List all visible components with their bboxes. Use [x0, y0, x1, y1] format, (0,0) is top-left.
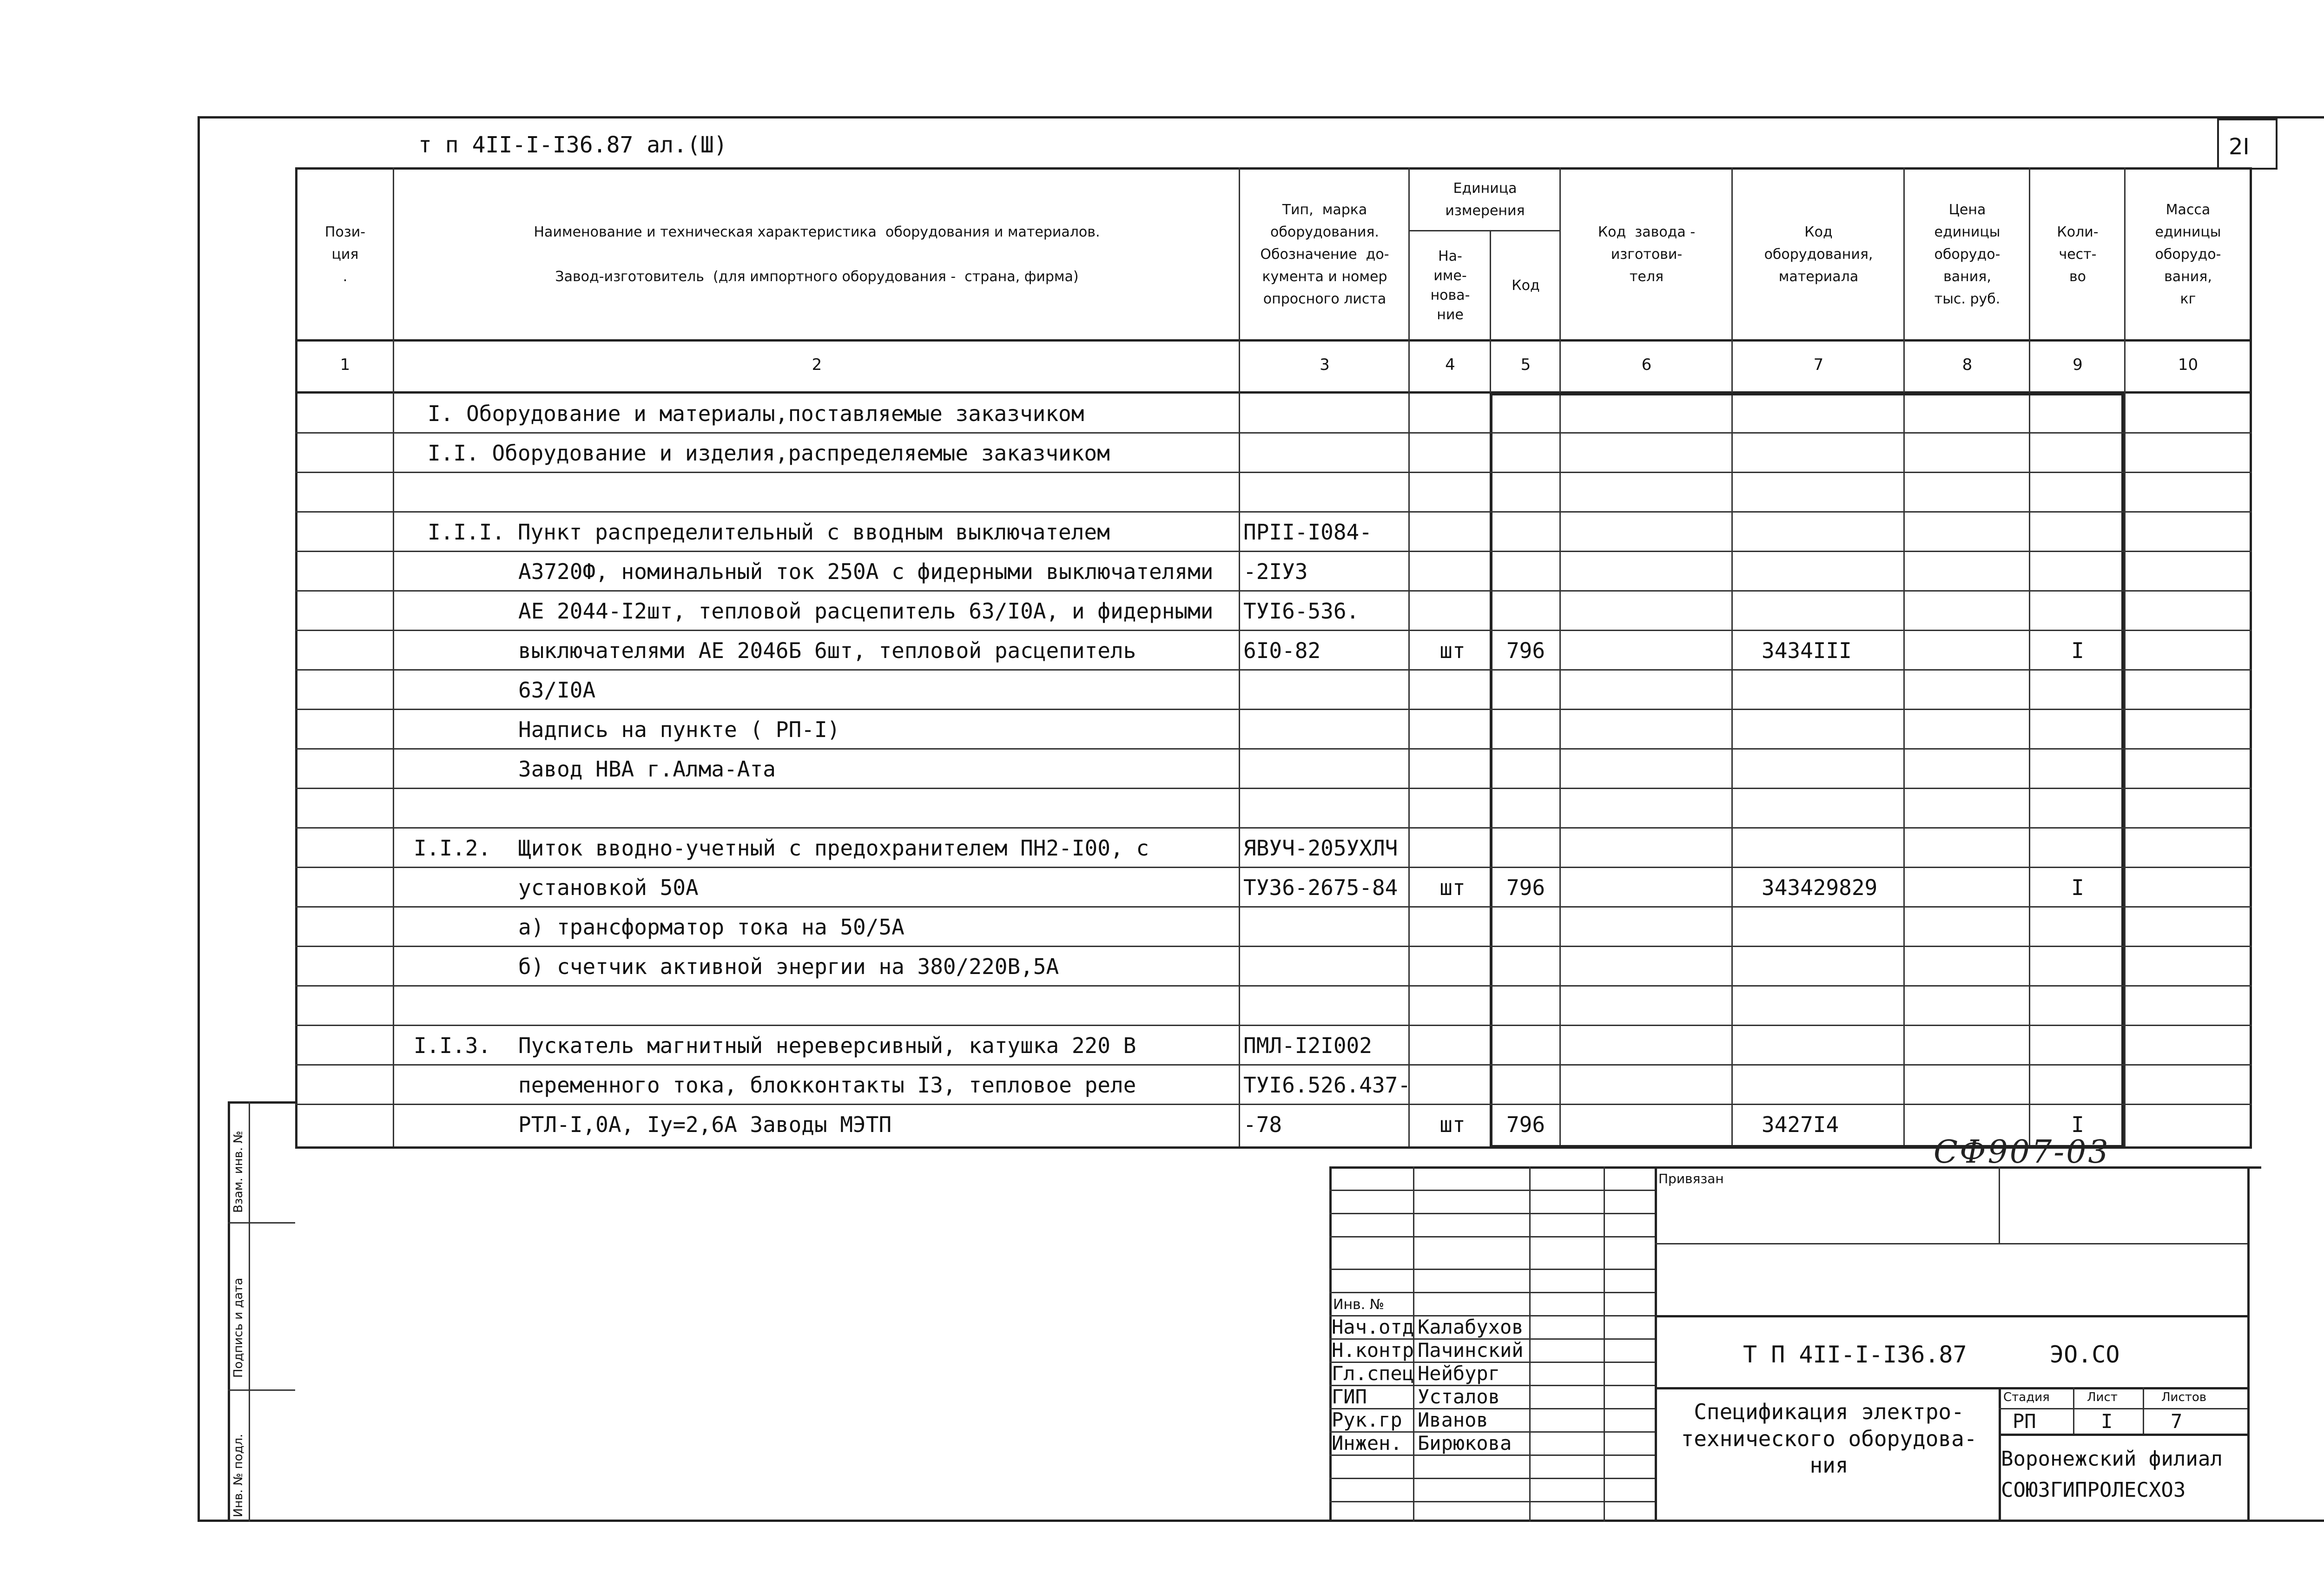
row-position: I.I.2.: [414, 836, 491, 861]
stamp-row-1: [1329, 1190, 1655, 1191]
table-row-line: [295, 1064, 2252, 1066]
unit-group-divider: [1408, 230, 1559, 231]
col-line-9: [2124, 167, 2126, 1148]
table-row-line: [295, 709, 2252, 710]
inner-bold-box: [1490, 393, 2124, 1148]
stage-label: Стадия: [2003, 1390, 2050, 1404]
handwritten-code: СФ907-03: [1934, 1134, 2110, 1171]
side-strip-divider-1: [228, 1222, 295, 1224]
col-number-4: 4: [1445, 355, 1455, 374]
col-number-3: 3: [1320, 355, 1330, 374]
col-line-10: [2250, 167, 2252, 1148]
row-type: ПРII-I084-: [1243, 520, 1372, 545]
row-equipment-code: 3427I4: [1762, 1112, 1839, 1137]
row-name: Надпись на пункте ( РП-I): [518, 717, 840, 742]
stamp-stage-col-1: [2073, 1387, 2074, 1434]
table-row-line: [295, 946, 2252, 947]
table-row-line: [295, 985, 2252, 987]
col-header-unit-group: Единица измерения: [1445, 180, 1525, 219]
table-row-line: [295, 1104, 2252, 1105]
col-line-2: [1239, 167, 1240, 1148]
stamp-right-border: [2247, 1166, 2250, 1522]
side-strip-inner-border: [228, 1101, 230, 1522]
sheets-label: Листов: [2161, 1390, 2207, 1404]
stamp-row-13: [1329, 1478, 1655, 1479]
table-row-line: [295, 748, 2252, 750]
table-row-line: [295, 432, 2252, 434]
staff-name: Усталов: [1418, 1385, 1500, 1408]
sheet-number: 2I: [2229, 134, 2250, 160]
staff-role: ГИП: [1332, 1385, 1367, 1408]
col-header-9: Коли- чест- во: [2057, 224, 2099, 285]
stamp-row-4: [1329, 1269, 1655, 1270]
row-type: ПМЛ-I2I002: [1243, 1033, 1372, 1058]
row-name: Пускатель магнитный нереверсивный, катушка 220 В: [518, 1033, 1136, 1058]
stamp-stage-label-row: [1999, 1408, 2247, 1409]
row-name: Щиток вводно-учетный с предохранителем ПН2-I00, с: [518, 836, 1149, 861]
staff-name: Пачинский: [1418, 1339, 1524, 1362]
staff-role: Нач.отд: [1332, 1316, 1414, 1338]
row-name: РТЛ-I,0А, Iу=2,6А Заводы МЭТП: [518, 1112, 892, 1137]
col-header-8: Цена единицы оборудо- вания, тыс. руб.: [1934, 201, 2000, 307]
side-inv-podl: Инв. № подл.: [231, 1434, 245, 1517]
col-number-5: 5: [1520, 355, 1531, 374]
col-number-1: 1: [340, 355, 350, 374]
stamp-mid-border: [1655, 1166, 1657, 1522]
stamp-col-c: [1604, 1166, 1605, 1522]
staff-name: Бирюкова: [1418, 1432, 1512, 1454]
privyazan-label: Привязан: [1658, 1171, 1724, 1186]
row-name: выключателями АЕ 2046Б 6шт, тепловой расцепитель: [518, 638, 1136, 663]
row-name: а) трансформатор тока на 50/5А: [518, 915, 905, 940]
row-quantity: I: [2071, 1112, 2084, 1137]
sheet-code: ЭО.СО: [2050, 1341, 2120, 1368]
row-name: переменного тока, блокконтакты I3, тепловое реле: [518, 1073, 1136, 1098]
stamp-right-row-3: [1655, 1387, 2247, 1389]
col-line-1: [393, 167, 394, 1148]
header-divider: [295, 339, 2252, 342]
staff-name: Иванов: [1418, 1408, 1488, 1431]
stamp-stage-col-2: [2143, 1387, 2144, 1434]
col-header-10: Масса единицы оборудо- вания, кг: [2155, 201, 2221, 307]
sheet-label: Лист: [2087, 1390, 2118, 1404]
col-number-8: 8: [1962, 355, 1973, 374]
staff-role: Н.контр: [1332, 1339, 1414, 1362]
side-strip-col: [249, 1101, 250, 1522]
row-unit-code: 796: [1506, 875, 1545, 900]
col-header-1: Пози- ция .: [324, 224, 366, 285]
row-name: I. Оборудование и материалы,поставляемые заказчиком: [428, 401, 1084, 426]
col-number-2: 2: [812, 355, 822, 374]
row-type: 6I0-82: [1243, 638, 1321, 663]
col-header-3: Тип, марка оборудования. Обозначение до- кумента и номер опросного листа: [1260, 201, 1389, 307]
side-podpis-data: Подпись и дата: [231, 1277, 245, 1378]
row-unit: шт: [1439, 638, 1466, 663]
table-row-line: [295, 788, 2252, 789]
row-name: I.I. Оборудование и изделия,распределяемые заказчиком: [428, 441, 1110, 466]
row-name: установкой 50А: [518, 875, 699, 900]
stamp-row-3: [1329, 1236, 1655, 1237]
row-quantity: I: [2071, 875, 2084, 900]
inv-label: Инв. №: [1333, 1296, 1385, 1313]
row-type: ТУI6.526.437-: [1243, 1073, 1411, 1098]
table-row-line: [295, 551, 2252, 552]
row-name: Завод НВА г.Алма-Ата: [518, 757, 776, 782]
doc-code: Т П 4II-I-I36.87: [1743, 1341, 1967, 1368]
org-line-2: СОЮЗГИПРОЛЕСХОЗ: [2001, 1478, 2186, 1502]
side-strip-top: [228, 1101, 295, 1104]
row-type: ЯВУЧ-205УХЛЧ: [1243, 836, 1398, 861]
stamp-top-border: [1329, 1166, 2261, 1169]
col-number-6: 6: [1641, 355, 1652, 374]
table-row-line: [295, 590, 2252, 592]
row-unit-code: 796: [1506, 1112, 1545, 1137]
stamp-row-5: [1329, 1292, 1655, 1293]
staff-role: Гл.спец: [1332, 1362, 1414, 1385]
row-type: ТУ36-2675-84: [1243, 875, 1398, 900]
row-position: I.I.3.: [414, 1033, 491, 1058]
side-strip-divider-2: [228, 1389, 295, 1391]
side-vzam-inv: Взам. инв. №: [231, 1131, 245, 1213]
col-number-9: 9: [2073, 355, 2083, 374]
staff-role: Рук.гр: [1332, 1408, 1402, 1431]
stamp-col-b: [1529, 1166, 1531, 1522]
col-header-6: Код завода - изготови- теля: [1598, 224, 1696, 285]
row-type: -2IУ3: [1243, 559, 1308, 584]
table-row-line: [295, 867, 2252, 868]
row-quantity: I: [2071, 638, 2084, 663]
col-header-2: Наименование и техническая характеристика оборудования и материалов. Завод-изготовитель (для импортного оборудования - страна, фирма): [534, 224, 1100, 285]
col-number-7: 7: [1813, 355, 1824, 374]
header-doc-ref: т п 4II-I-I36.87 ал.(Ш): [418, 132, 727, 158]
row-name: АЕ 2044-I2шт, тепловой расцепитель 63/I0А, и фидерными: [518, 599, 1214, 624]
col-line-3: [1408, 167, 1410, 1148]
col-header-5: Код: [1512, 277, 1540, 294]
row-equipment-code: 343429829: [1762, 875, 1878, 900]
stamp-row-2: [1329, 1213, 1655, 1214]
row-unit: шт: [1439, 1112, 1466, 1137]
stamp-row-12: [1329, 1454, 1655, 1456]
stage-value: РП: [2013, 1410, 2036, 1433]
table-row-line: [295, 511, 2252, 513]
row-type: -78: [1243, 1112, 1282, 1137]
row-name: I.I.I. Пункт распределительный с вводным выключателем: [428, 520, 1110, 545]
table-row-line: [295, 669, 2252, 671]
table-row-line: [295, 472, 2252, 473]
row-unit-code: 796: [1506, 638, 1545, 663]
col-number-10: 10: [2178, 355, 2199, 374]
table-row-line: [295, 630, 2252, 631]
stamp-right-row-1: [1655, 1243, 2247, 1244]
row-equipment-code: 3434III: [1762, 638, 1852, 663]
row-unit: шт: [1439, 875, 1466, 900]
row-name: б) счетчик активной энергии на 380/220В,5А: [518, 954, 1059, 979]
org-line-1: Воронежский филиал: [2001, 1447, 2223, 1471]
stamp-privyazan-divider: [1999, 1166, 2000, 1243]
staff-name: Нейбург: [1418, 1362, 1500, 1385]
col-header-4: На- име- нова- ние: [1430, 248, 1470, 323]
sheet-value: I: [2101, 1410, 2113, 1433]
stamp-stage-value-row: [1999, 1434, 2247, 1436]
document-title: Спецификация электро- технического оборудова- ния: [1681, 1399, 1977, 1478]
table-row-line: [295, 906, 2252, 908]
stamp-row-14: [1329, 1501, 1655, 1502]
col-header-7: Код оборудования, материала: [1764, 224, 1873, 285]
row-type: ТУI6-536.: [1243, 599, 1360, 624]
staff-name: Калабухов: [1418, 1316, 1524, 1338]
row-name: А3720Ф, номинальный ток 250А с фидерными выключателями: [518, 559, 1214, 584]
stamp-right-row-2: [1655, 1315, 2247, 1317]
table-row-line: [295, 827, 2252, 829]
table-row-line: [295, 1025, 2252, 1026]
row-name: 63/I0А: [518, 678, 596, 703]
staff-role: Инжен.: [1332, 1432, 1402, 1454]
sheets-value: 7: [2171, 1410, 2183, 1433]
